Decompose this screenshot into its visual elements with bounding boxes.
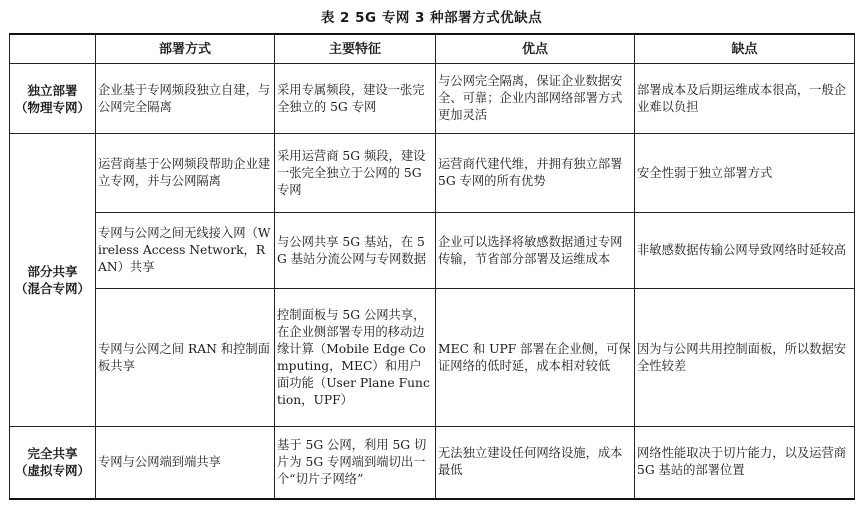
header-row bbox=[10, 34, 855, 64]
cell-method: 企业基于专网频段独立自建，与公网完全隔离 bbox=[96, 64, 275, 134]
cell-feature: 与公网共享 5G 基站，在 5G 基站分流公网与专网数据 bbox=[275, 213, 436, 289]
cell-method: 专网与公网端到端共享 bbox=[96, 427, 275, 499]
cell-feature: 控制面板与 5G 公网共享，在企业侧部署专用的移动边缘计算（Mobile Edge Computing，MEC）和用户面功能（User Plane Function，UPF） bbox=[275, 289, 436, 427]
cell-method: 专网与公网之间 RAN 和控制面板共享 bbox=[96, 289, 275, 427]
category-label: 独立部署 bbox=[27, 82, 78, 98]
cell-pros: MEC 和 UPF 部署在企业侧，可保证网络的低时延，成本相对较低 bbox=[436, 289, 635, 427]
cell-feature: 采用专属频段，建设一张完全独立的 5G 专网 bbox=[275, 64, 436, 134]
header-method: 部署方式 bbox=[96, 34, 275, 64]
cell-pros: 运营商代建代维，并拥有独立部署 5G 专网的所有优势 bbox=[436, 134, 635, 213]
table-row bbox=[10, 427, 855, 499]
cell-cons: 因为与公网共用控制面板，所以数据安全性较差 bbox=[635, 289, 855, 427]
category-sublabel: （混合专网） bbox=[14, 281, 90, 296]
category-full bbox=[10, 427, 96, 499]
table-caption: 表 2 5G 专网 3 种部署方式优缺点 bbox=[320, 10, 543, 26]
header-corner bbox=[10, 34, 96, 64]
category-independent bbox=[10, 64, 96, 134]
category-sublabel: （虚拟专网） bbox=[14, 463, 90, 479]
cell-method: 专网与公网之间无线接入网（Wireless Access Network，RAN）共享 bbox=[96, 213, 275, 289]
cell-pros: 与公网完全隔离，保证企业数据安全、可靠；企业内部网络部署方式更加灵活 bbox=[436, 64, 635, 134]
header-cons: 缺点 bbox=[635, 34, 855, 64]
category-label: 部分共享 bbox=[27, 264, 78, 279]
cell-feature: 采用运营商 5G 频段，建设一张完全独立于公网的 5G 专网 bbox=[275, 134, 436, 213]
table-row bbox=[10, 213, 855, 289]
cell-feature: 基于 5G 公网，利用 5G 切片为 5G 专网端到端切出一个“切片子网络” bbox=[275, 427, 436, 499]
cell-pros: 无法独立建设任何网络设施，成本最低 bbox=[436, 427, 635, 499]
table-row bbox=[10, 64, 855, 134]
header-pros: 优点 bbox=[436, 34, 635, 64]
category-sublabel: （物理专网） bbox=[14, 99, 90, 115]
category-label: 完全共享 bbox=[27, 446, 78, 462]
cell-cons: 安全性弱于独立部署方式 bbox=[635, 134, 855, 213]
cell-method: 运营商基于公网频段帮助企业建立专网，并与公网隔离 bbox=[96, 134, 275, 213]
category-partial bbox=[10, 134, 96, 427]
header-feature: 主要特征 bbox=[275, 34, 436, 64]
table-row bbox=[10, 289, 855, 427]
cell-cons: 网络性能取决于切片能力，以及运营商 5G 基站的部署位置 bbox=[635, 427, 855, 499]
deployment-comparison-table bbox=[9, 33, 855, 500]
cell-cons: 非敏感数据传输公网导致网络时延较高 bbox=[635, 213, 855, 289]
table-row bbox=[10, 134, 855, 213]
cell-pros: 企业可以选择将敏感数据通过专网传输，节省部分部署及运维成本 bbox=[436, 213, 635, 289]
cell-cons: 部署成本及后期运维成本很高，一般企业难以负担 bbox=[635, 64, 855, 134]
